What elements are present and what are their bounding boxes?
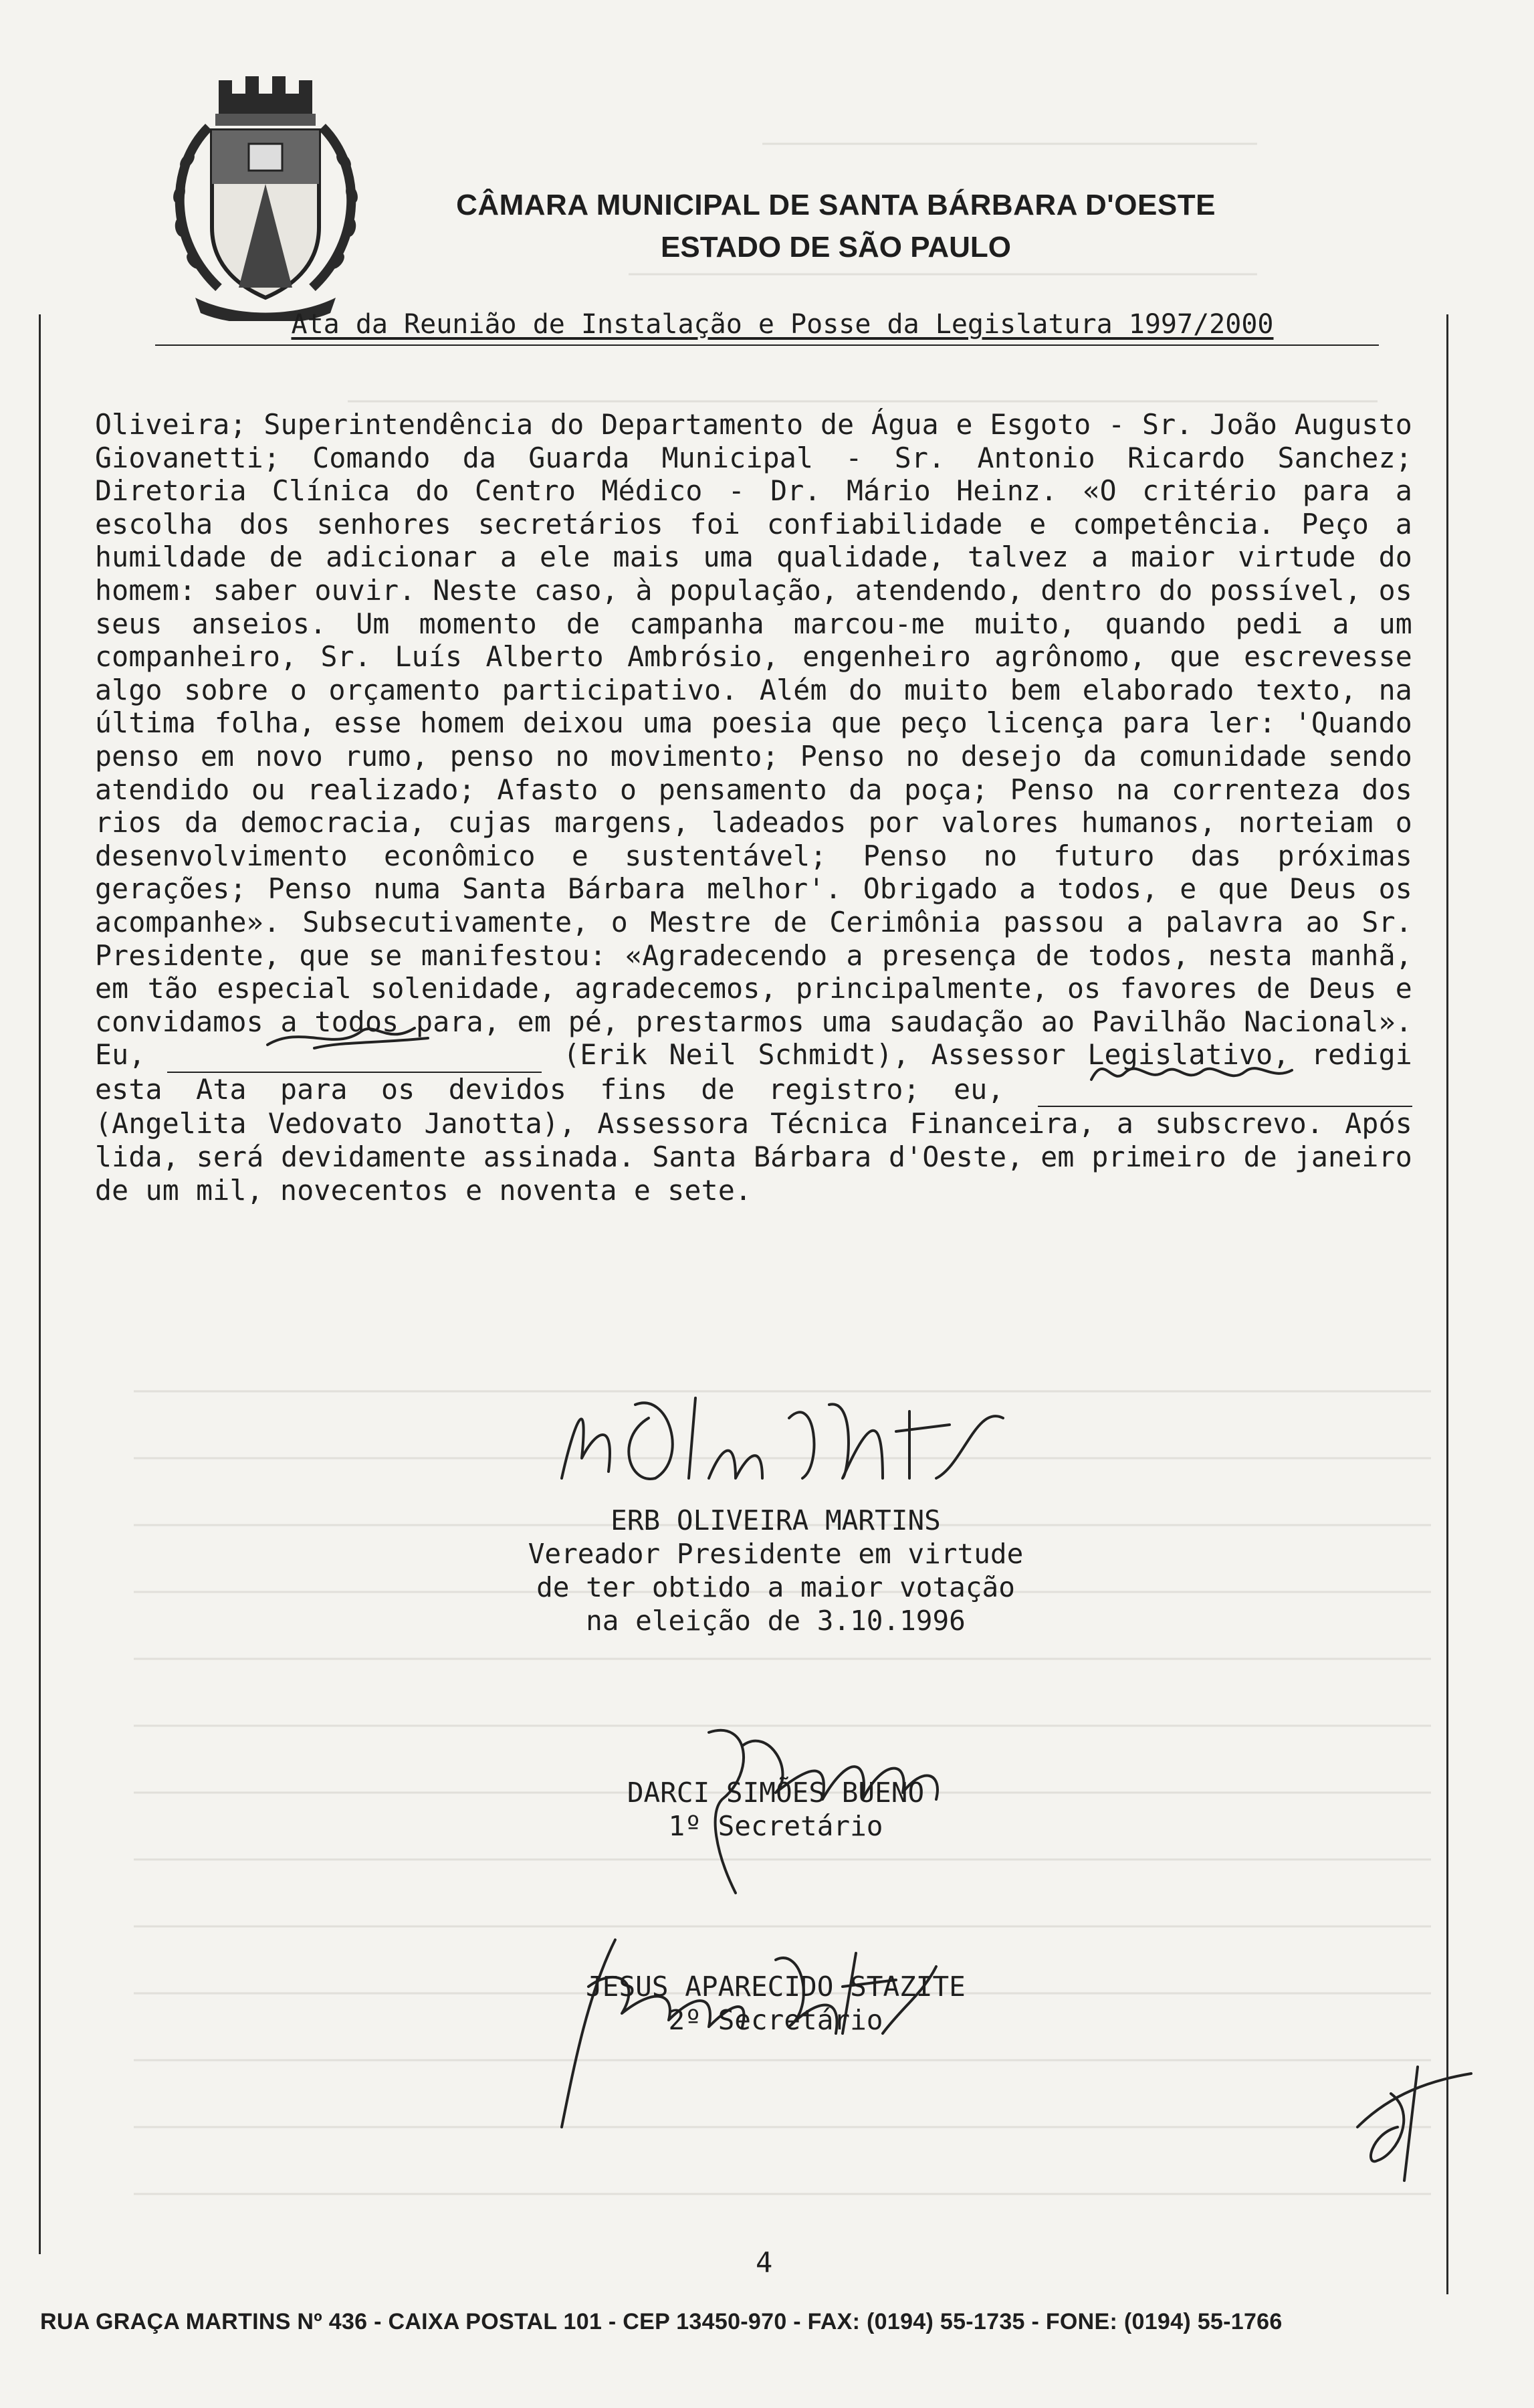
footer-address: RUA GRAÇA MARTINS Nº 436 - CAIXA POSTAL 101 - CEP 13450-970 - FAX: (0194) 55-1735 - FONE: (0194) 55-1766 bbox=[40, 2309, 1283, 2334]
page-number: 4 bbox=[756, 2246, 773, 2279]
body-text-part1: Oliveira; Superintendência do Departamento de Água e Esgoto - Sr. João Augusto Giovanetti; Comando da Guarda Municipal - Sr. Antonio Ricardo Sanchez; Diretoria Clínica do Centro Médico - Dr. Mário Heinz. «O critério para a escolha dos senhores secretários foi confiabilidade e competência. Peço a humildade de adicionar a ele mais uma qualidade, talvez a maior virtude do homem: saber ouvir. Neste caso, à população, atendendo, dentro do possível, os seus anseios. Um momento de campanha marcou-me muito, quando pedi a um companheiro, Sr. Luís Alberto Ambrósio, engenheiro agrônomo, que escrevesse algo sobre o orçamento participativo. Além do muito bem elaborado texto, na última folha, esse homem deixou uma poesia que peço licença para ler: 'Quando penso em novo rumo, penso no movimento; Penso no desejo da comunidade sendo atendido ou realizado; Afasto o pensamento da poça; Penso na correnteza dos rios da democracia, cujas margens, ladeados por valores humanos, norteiam o desenvolvimento econômico e sustentável; Penso no futuro das próximas gerações; Penso numa Santa Bárbara melhor'. Obrigado a todos, e que Deus os acompanhe». Subsecutivamente, o Mestre de Cerimônia passou a palavra ao Sr. Presidente, que se manifestou: «Agradecendo a presença de todos, nesta manhã, em tão especial solenidade, agradecemos, principalmente, os favores de Deus e convidamos a todos para, em pé, prestarmos uma saudação ao Pavilhão Nacional». Eu, bbox=[95, 408, 1412, 1072]
coat-of-arms-emblem bbox=[155, 67, 376, 321]
right-frame-line bbox=[1446, 314, 1448, 2294]
signatory-1-role-line2: de ter obtido a maior votação bbox=[536, 1571, 1015, 1603]
signatory-1-role-line3: na eleição de 3.10.1996 bbox=[586, 1605, 966, 1637]
signature-angelita bbox=[1085, 1046, 1299, 1093]
minutes-body bbox=[95, 408, 1412, 1207]
signatory-2-name: DARCI SIMÕES BUENO bbox=[627, 1777, 925, 1809]
left-frame-line bbox=[39, 314, 41, 2254]
signatory-2-role: 1º Secretário bbox=[668, 1810, 883, 1842]
signature-erb bbox=[535, 1378, 1043, 1512]
signatory-1-name: ERB OLIVEIRA MARTINS bbox=[611, 1504, 941, 1536]
signature-line-angelita bbox=[1038, 1073, 1412, 1108]
state-title: ESTADO DE SÃO PAULO bbox=[661, 231, 1011, 264]
chamber-title: CÂMARA MUNICIPAL DE SANTA BÁRBARA D'OESTE bbox=[456, 189, 1216, 221]
signatory-1-role-line1: Vereador Presidente em virtude bbox=[528, 1538, 1024, 1570]
signatory-3-name: JESUS APARECIDO STAZITE bbox=[586, 1971, 966, 2003]
signature-erik bbox=[261, 1011, 435, 1058]
body-text-part3: (Angelita Vedovato Janotta), Assessora Técnica Financeira, a subscrevo. Após lida, será devidamente assinada. Santa Bárbara d'Oeste, em primeiro de janeiro de um mil, novecentos e noventa e sete. bbox=[95, 1107, 1412, 1207]
signatory-3-role: 2º Secretário bbox=[668, 2004, 883, 2036]
signature-line-erik bbox=[167, 1038, 542, 1073]
title-rule bbox=[155, 344, 1379, 346]
body-text-part2: (Erik Neil Schmidt), Assessor Legislativo, redigi esta Ata para os devidos fins de registro; eu, bbox=[95, 1038, 1412, 1106]
margin-initials bbox=[1337, 2053, 1491, 2187]
document-title: Ata da Reunião de Instalação e Posse da Legislatura 1997/2000 bbox=[291, 309, 1274, 340]
